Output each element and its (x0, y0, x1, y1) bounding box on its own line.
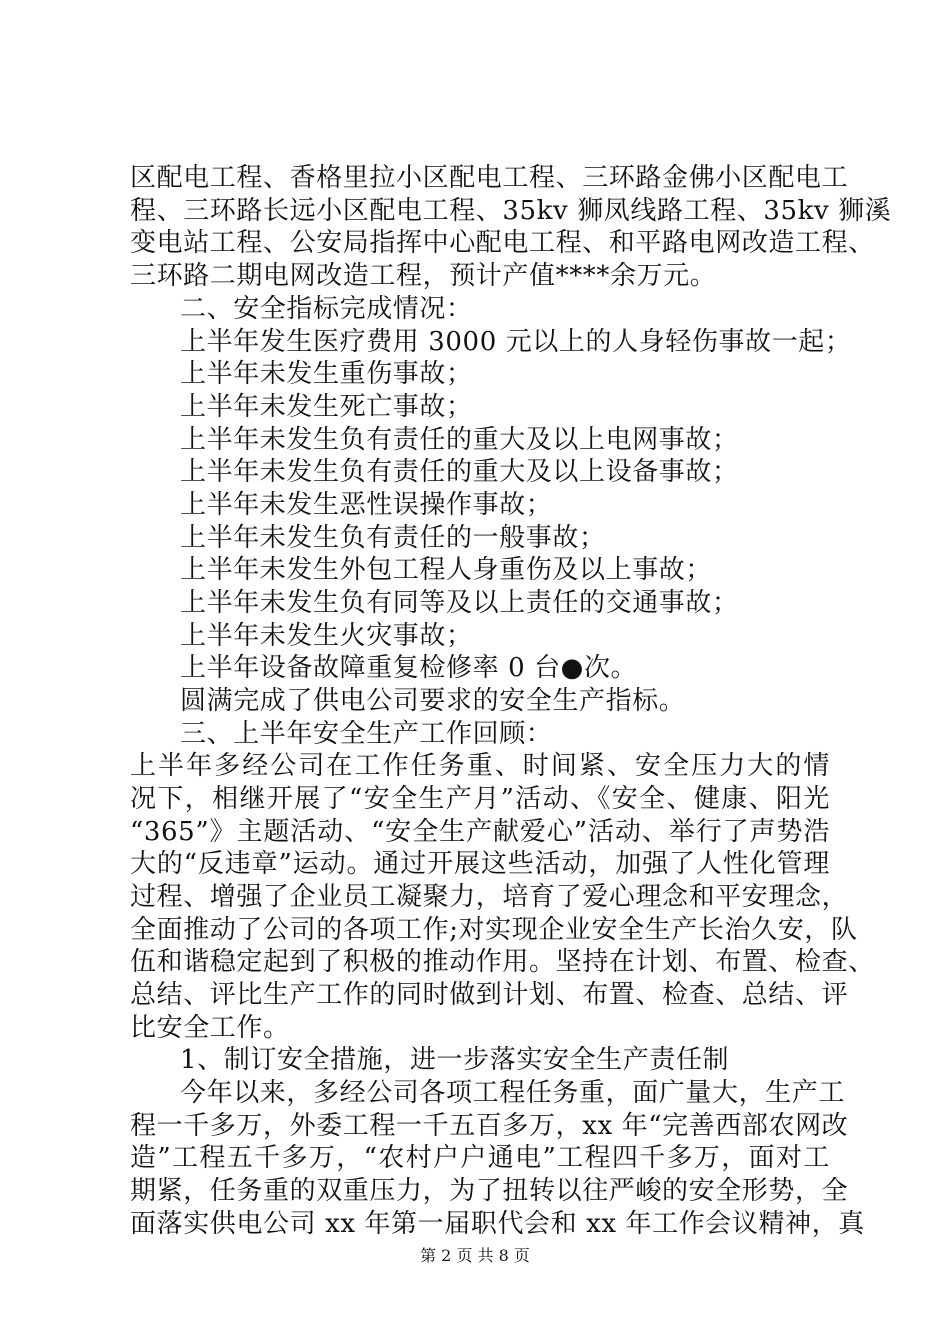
text-line: 上半年未发生外包工程人身重伤及以上事故； (180, 555, 713, 585)
text-line: 况下，相继开展了“安全生产月”活动、《安全、健康、阳光 (130, 784, 830, 814)
text-line: 上半年未发生负有责任的重大及以上电网事故； (180, 425, 739, 455)
text-line: 上半年未发生恶性误操作事故； (180, 490, 553, 520)
text-line: 上半年未发生火灾事故； (180, 621, 473, 651)
text-line: 1、制订安全措施，进一步落实安全生产责任制 (180, 1045, 730, 1075)
text-line: 上半年未发生重伤事故； (180, 359, 473, 389)
text-line: 过程、增强了企业员工凝聚力，培育了爱心理念和平安理念， (130, 882, 849, 912)
text-line: 程一千多万，外委工程一千五百多万，xx 年“完善西部农网改 (130, 1111, 849, 1141)
text-line: 上半年发生医疗费用 3000 元以上的人身轻伤事故一起； (180, 327, 852, 357)
text-line: 变电站工程、公安局指挥中心配电工程、和平路电网改造工程、 (130, 228, 875, 258)
text-line: 上半年未发生负有责任的一般事故； (180, 523, 606, 553)
text-line: 造”工程五千多万，“农村户户通电”工程四千多万，面对工 (130, 1143, 830, 1173)
text-line: 伍和谐稳定起到了积极的推动作用。坚持在计划、布置、检查、 (130, 947, 875, 977)
text-line: 上半年未发生死亡事故； (180, 392, 473, 422)
text-line: 圆满完成了供电公司要求的安全生产指标。 (180, 686, 686, 716)
text-line: 上半年多经公司在工作任务重、时间紧、安全压力大的情 (130, 751, 830, 781)
text-line: 全面推动了公司的各项工作;对实现企业安全生产长治久安，队 (130, 915, 858, 945)
text-line: 上半年未发生负有同等及以上责任的交通事故； (180, 588, 739, 618)
page-footer: 第 2 页 共 8 页 (420, 1246, 530, 1265)
text-line: 三、上半年安全生产工作回顾： (180, 719, 553, 749)
text-line: 比安全工作。 (130, 1013, 290, 1043)
text-line: 今年以来，多经公司各项工程任务重，面广量大，生产工 (180, 1078, 846, 1108)
text-line: 上半年未发生负有责任的重大及以上设备事故； (180, 457, 739, 487)
text-line: 二、安全指标完成情况： (180, 294, 473, 324)
text-line: 区配电工程、香格里拉小区配电工程、三环路金佛小区配电工 (130, 163, 849, 193)
text-line: 大的“反违章”运动。通过开展这些活动，加强了人性化管理 (130, 849, 830, 879)
text-line: 期紧，任务重的双重压力，为了扭转以往严峻的安全形势，全 (130, 1176, 849, 1206)
text-line: 面落实供电公司 xx 年第一届职代会和 xx 年工作会议精神，真 (130, 1209, 865, 1239)
text-line: “365”》主题活动、“安全生产献爱心”活动、举行了声势浩 (130, 817, 830, 847)
text-line: 程、三环路长远小区配电工程、35kv 狮凤线路工程、35kv 狮溪 (130, 196, 892, 226)
text-line: 总结、评比生产工作的同时做到计划、布置、检查、总结、评 (130, 980, 849, 1010)
text-line: 三环路二期电网改造工程，预计产值****余万元。 (130, 261, 717, 291)
text-line: 上半年设备故障重复检修率 0 台●次。 (180, 653, 638, 683)
